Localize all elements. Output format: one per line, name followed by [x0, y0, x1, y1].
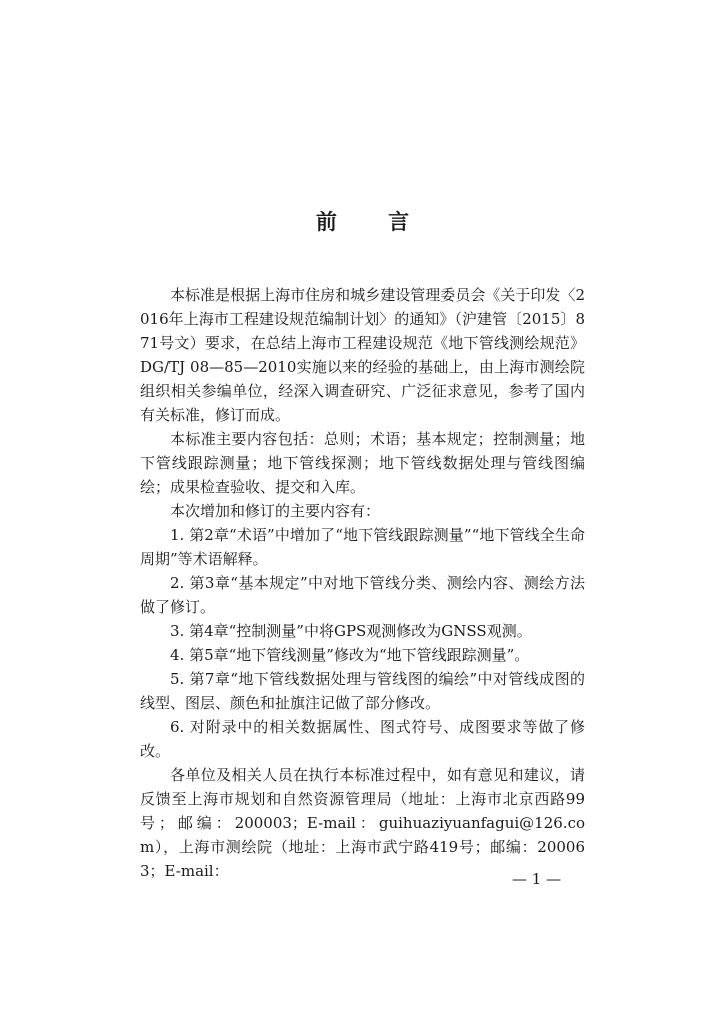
paragraph-feedback: 各单位及相关人员在执行本标准过程中，如有意见和建议，请反馈至上海市规划和自然资源管理局（地址：上海市北京西路99号；邮编：200003；E-mail：guihuaziyuanfagui@126.com），上海市测绘院（地址：上海市武宁路419号；邮编：200063；E-mail： — [140, 766, 585, 880]
revision-item-6: 6. 对附录中的相关数据属性、图式符号、成图要求等做了修改。 — [140, 718, 585, 760]
revision-item-5: 5. 第7章“地下管线数据处理与管线图的编绘”中对管线成图的线型、图层、颜色和扯旗注记做了部分修改。 — [140, 670, 585, 712]
revision-item-3: 3. 第4章“控制测量”中将GPS观测修改为GNSS观测。 — [170, 622, 532, 640]
paragraph-basis: 本标准是根据上海市住房和城乡建设管理委员会《关于印发〈2016年上海市工程建设规范编制计划〉的通知》（沪建管〔2015〕871号文）要求，在总结上海市工程建设规范《地下管线测绘规范》DG/TJ 08—85—2010实施以来的经验的基础上，由上海市测绘院组织相关参编单位，经深入调查研究、广泛征求意见，参考了国内有关标准，修订而成。 — [140, 286, 585, 424]
paragraph-revisions-intro: 本次增加和修订的主要内容有： — [170, 502, 381, 520]
revision-item-2: 2. 第3章“基本规定”中对地下管线分类、测绘内容、测绘方法做了修订。 — [140, 574, 585, 616]
page-number: — 1 — — [512, 870, 562, 888]
document-body — [140, 283, 585, 883]
page-title: 前 言 — [315, 209, 432, 234]
revision-item-4: 4. 第5章“地下管线测量”修改为“地下管线跟踪测量”。 — [170, 646, 530, 664]
document-page — [140, 0, 585, 1024]
paragraph-main-contents: 本标准主要内容包括：总则；术语；基本规定；控制测量；地下管线跟踪测量；地下管线探测；地下管线数据处理与管线图编绘；成果检查验收、提交和入库。 — [140, 430, 585, 496]
revision-item-1: 1. 第2章“术语”中增加了“地下管线跟踪测量”“地下管线全生命周期”等术语解释。 — [140, 526, 585, 568]
